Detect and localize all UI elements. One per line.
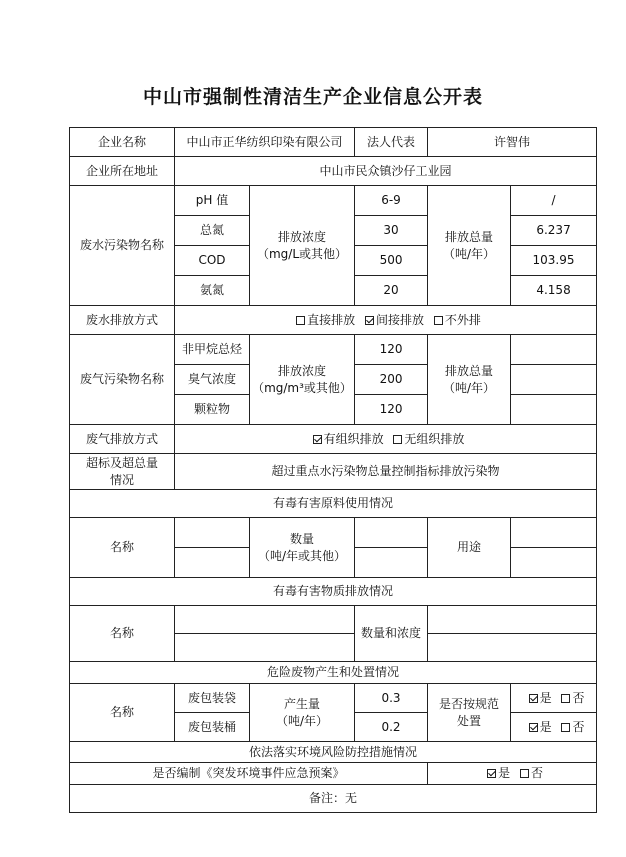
hazardous-waste-name: 废包装袋 (175, 684, 250, 713)
ww-pollutant-name: COD (175, 246, 250, 276)
checkbox-icon[interactable] (296, 316, 305, 325)
ww-total-header: 排放总量 （吨/年） (428, 186, 511, 306)
toxic-raw-use-cell (511, 548, 597, 578)
legal-rep-value: 许智伟 (428, 128, 597, 157)
waste-gas-label: 废气污染物名称 (70, 335, 175, 425)
plan-no-option[interactable]: 否 (514, 766, 543, 780)
ww-discharge-options (175, 306, 597, 335)
gas-conc-value: 200 (355, 365, 428, 395)
wastewater-label: 废水污染物名称 (70, 186, 175, 306)
address-label: 企业所在地址 (70, 157, 175, 186)
hazardous-name-label: 名称 (70, 684, 175, 742)
ww-pollutant-name: 总氮 (175, 216, 250, 246)
gas-pollutant-name: 臭气浓度 (175, 365, 250, 395)
emergency-plan-options (428, 763, 597, 785)
gas-total-header: 排放总量 （吨/年） (428, 335, 511, 425)
organized-discharge-option[interactable]: 有组织排放 (307, 432, 384, 446)
risk-heading: 依法落实环境风险防控措施情况 (70, 742, 597, 763)
disposal-no-option[interactable]: 否 (555, 691, 584, 705)
checkbox-icon[interactable] (365, 316, 374, 325)
direct-discharge-option[interactable]: 直接排放 (290, 313, 355, 327)
ww-total-value: 4.158 (511, 276, 597, 306)
disposal-yes-option[interactable]: 是 (523, 720, 552, 734)
checkbox-icon[interactable] (529, 694, 538, 703)
toxic-discharge-qty-label: 数量和浓度 (355, 606, 428, 662)
exceed-label: 超标及超总量情况 (70, 454, 175, 490)
gas-conc-value: 120 (355, 395, 428, 425)
ww-total-value: 103.95 (511, 246, 597, 276)
ww-total-value: / (511, 186, 597, 216)
checkbox-icon[interactable] (313, 435, 322, 444)
ww-conc-header: 排放浓度 （mg/L或其他） (250, 186, 355, 306)
unorganized-discharge-option[interactable]: 无组织排放 (387, 432, 464, 446)
checkbox-icon[interactable] (561, 694, 570, 703)
hazardous-qty-label: 产生量 （吨/年） (250, 684, 355, 742)
checkbox-icon[interactable] (393, 435, 402, 444)
hazardous-heading: 危险废物产生和处置情况 (70, 662, 597, 684)
hazardous-qty-value: 0.3 (355, 684, 428, 713)
disclosure-table (69, 127, 597, 813)
toxic-raw-name-cell (175, 548, 250, 578)
indirect-discharge-option[interactable]: 间接排放 (359, 313, 424, 327)
toxic-discharge-qty-cell (428, 634, 597, 662)
gas-discharge-label: 废气排放方式 (70, 425, 175, 454)
toxic-raw-name-label: 名称 (70, 518, 175, 578)
remark-label: 备注： (309, 791, 346, 806)
toxic-discharge-heading: 有毒有害物质排放情况 (70, 578, 597, 606)
checkbox-icon[interactable] (561, 723, 570, 732)
company-name-value: 中山市正华纺织印染有限公司 (175, 128, 355, 157)
hazardous-disposal-options (511, 684, 597, 713)
toxic-raw-use-label: 用途 (428, 518, 511, 578)
page-title: 中山市强制性清洁生产企业信息公开表 (142, 86, 483, 108)
hazardous-waste-name: 废包装桶 (175, 713, 250, 742)
legal-rep-label: 法人代表 (355, 128, 428, 157)
gas-pollutant-name: 颗粒物 (175, 395, 250, 425)
exceed-value: 超过重点水污染物总量控制指标排放污染物 (175, 454, 597, 490)
ww-pollutant-name: 氨氮 (175, 276, 250, 306)
disposal-no-option[interactable]: 否 (555, 720, 584, 734)
ww-total-value: 6.237 (511, 216, 597, 246)
toxic-discharge-name-label: 名称 (70, 606, 175, 662)
checkbox-icon[interactable] (487, 769, 496, 778)
hazardous-qty-value: 0.2 (355, 713, 428, 742)
disposal-yes-option[interactable]: 是 (523, 691, 552, 705)
toxic-raw-qty-cell (355, 518, 428, 548)
gas-discharge-options (175, 425, 597, 454)
ww-conc-value: 500 (355, 246, 428, 276)
gas-conc-header: 排放浓度 （mg/m³或其他） (250, 335, 355, 425)
ww-pollutant-name: pH 值 (175, 186, 250, 216)
toxic-discharge-name-cell (175, 606, 355, 634)
emergency-plan-label: 是否编制《突发环境事件应急预案》 (70, 763, 428, 785)
toxic-raw-name-cell (175, 518, 250, 548)
gas-pollutant-name: 非甲烷总烃 (175, 335, 250, 365)
gas-total-value (511, 395, 597, 425)
toxic-discharge-qty-cell (428, 606, 597, 634)
plan-yes-option[interactable]: 是 (481, 766, 510, 780)
gas-total-value (511, 365, 597, 395)
address-value: 中山市民众镇沙仔工业园 (175, 157, 597, 186)
checkbox-icon[interactable] (529, 723, 538, 732)
company-name-label: 企业名称 (70, 128, 175, 157)
ww-discharge-label: 废水排放方式 (70, 306, 175, 335)
toxic-raw-use-cell (511, 518, 597, 548)
toxic-discharge-name-cell (175, 634, 355, 662)
remark-value: 无 (345, 791, 358, 806)
checkbox-icon[interactable] (520, 769, 529, 778)
toxic-raw-qty-label: 数量 （吨/年或其他） (250, 518, 355, 578)
remark-row (70, 785, 597, 813)
ww-conc-value: 30 (355, 216, 428, 246)
ww-conc-value: 6-9 (355, 186, 428, 216)
hazardous-disposal-label: 是否按规范 处置 (428, 684, 511, 742)
gas-total-value (511, 335, 597, 365)
toxic-raw-heading: 有毒有害原料使用情况 (70, 490, 597, 518)
checkbox-icon[interactable] (434, 316, 443, 325)
toxic-raw-qty-cell (355, 548, 428, 578)
ww-conc-value: 20 (355, 276, 428, 306)
gas-conc-value: 120 (355, 335, 428, 365)
no-discharge-option[interactable]: 不外排 (428, 313, 481, 327)
hazardous-disposal-options (511, 713, 597, 742)
